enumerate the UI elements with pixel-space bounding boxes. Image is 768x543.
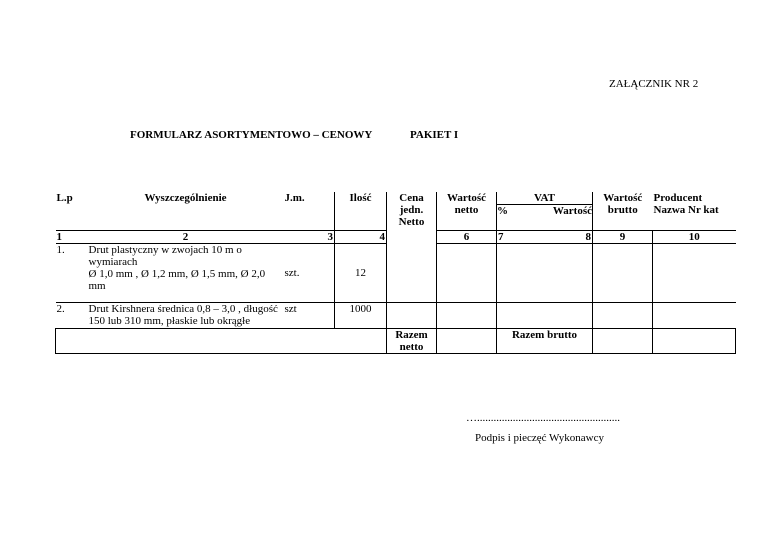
row-lp: 2. (56, 302, 88, 328)
col-number-9: 9 (593, 230, 653, 243)
col-number-10: 10 (653, 230, 736, 243)
total-net: Razem netto (387, 328, 437, 353)
header-vat (497, 192, 593, 230)
table-row (56, 302, 736, 328)
vat-value: Wartość (552, 205, 592, 217)
header-lp: L.p (56, 192, 73, 204)
vat-title: VAT (534, 192, 555, 204)
col-number-6: 6 (437, 230, 497, 243)
vat-percent: % (497, 205, 508, 217)
package-label: PAKIET I (410, 129, 459, 141)
row-unit: szt. (284, 266, 300, 279)
col-number-1: 1 (56, 230, 88, 243)
row-lp: 1. (56, 243, 65, 256)
col-number-7: 7 (497, 230, 537, 243)
col-number-4: 4 (335, 230, 387, 243)
row-qty: 1000 (335, 302, 387, 328)
row-spec: Drut Kirshnera średnica 0,8 – 3,0 , długość 150 lub 310 mm, płaskie lub okrągłe (88, 302, 284, 328)
header-qty: Ilość (335, 192, 387, 230)
price-table (55, 192, 736, 354)
table-row (56, 243, 736, 302)
header-unit: J.m. (284, 192, 305, 204)
col-number-3: 3 (284, 230, 335, 243)
header-gross-value: Wartość brutto (593, 192, 653, 230)
signature-label: Podpis i pieczęć Wykonawcy (475, 432, 604, 444)
annex-number: ZAŁĄCZNIK NR 2 (609, 78, 699, 90)
col-number-2: 2 (88, 230, 284, 243)
row-qty: 12 (335, 243, 387, 302)
header-row (56, 192, 736, 230)
header-net-value: Wartość netto (437, 192, 497, 230)
header-spec: Wyszczególnienie (144, 192, 227, 204)
header-price: Cena jedn. Netto (387, 192, 437, 243)
form-title: FORMULARZ ASORTYMENTOWO – CENOWY (130, 129, 373, 141)
row-spec: Drut plastyczny w zwojach 10 m o wymiarach Ø 1,0 mm , Ø 1,2 mm, Ø 1,5 mm, Ø 2,0 mm (88, 243, 266, 292)
header-producer: Producent Nazwa Nr kat (653, 192, 719, 216)
total-gross: Razem brutto (497, 328, 593, 353)
row-unit: szt (284, 302, 335, 328)
totals-row (56, 328, 736, 353)
col-number-8: 8 (537, 230, 593, 243)
signature-line: ….................................................... (466, 412, 620, 424)
